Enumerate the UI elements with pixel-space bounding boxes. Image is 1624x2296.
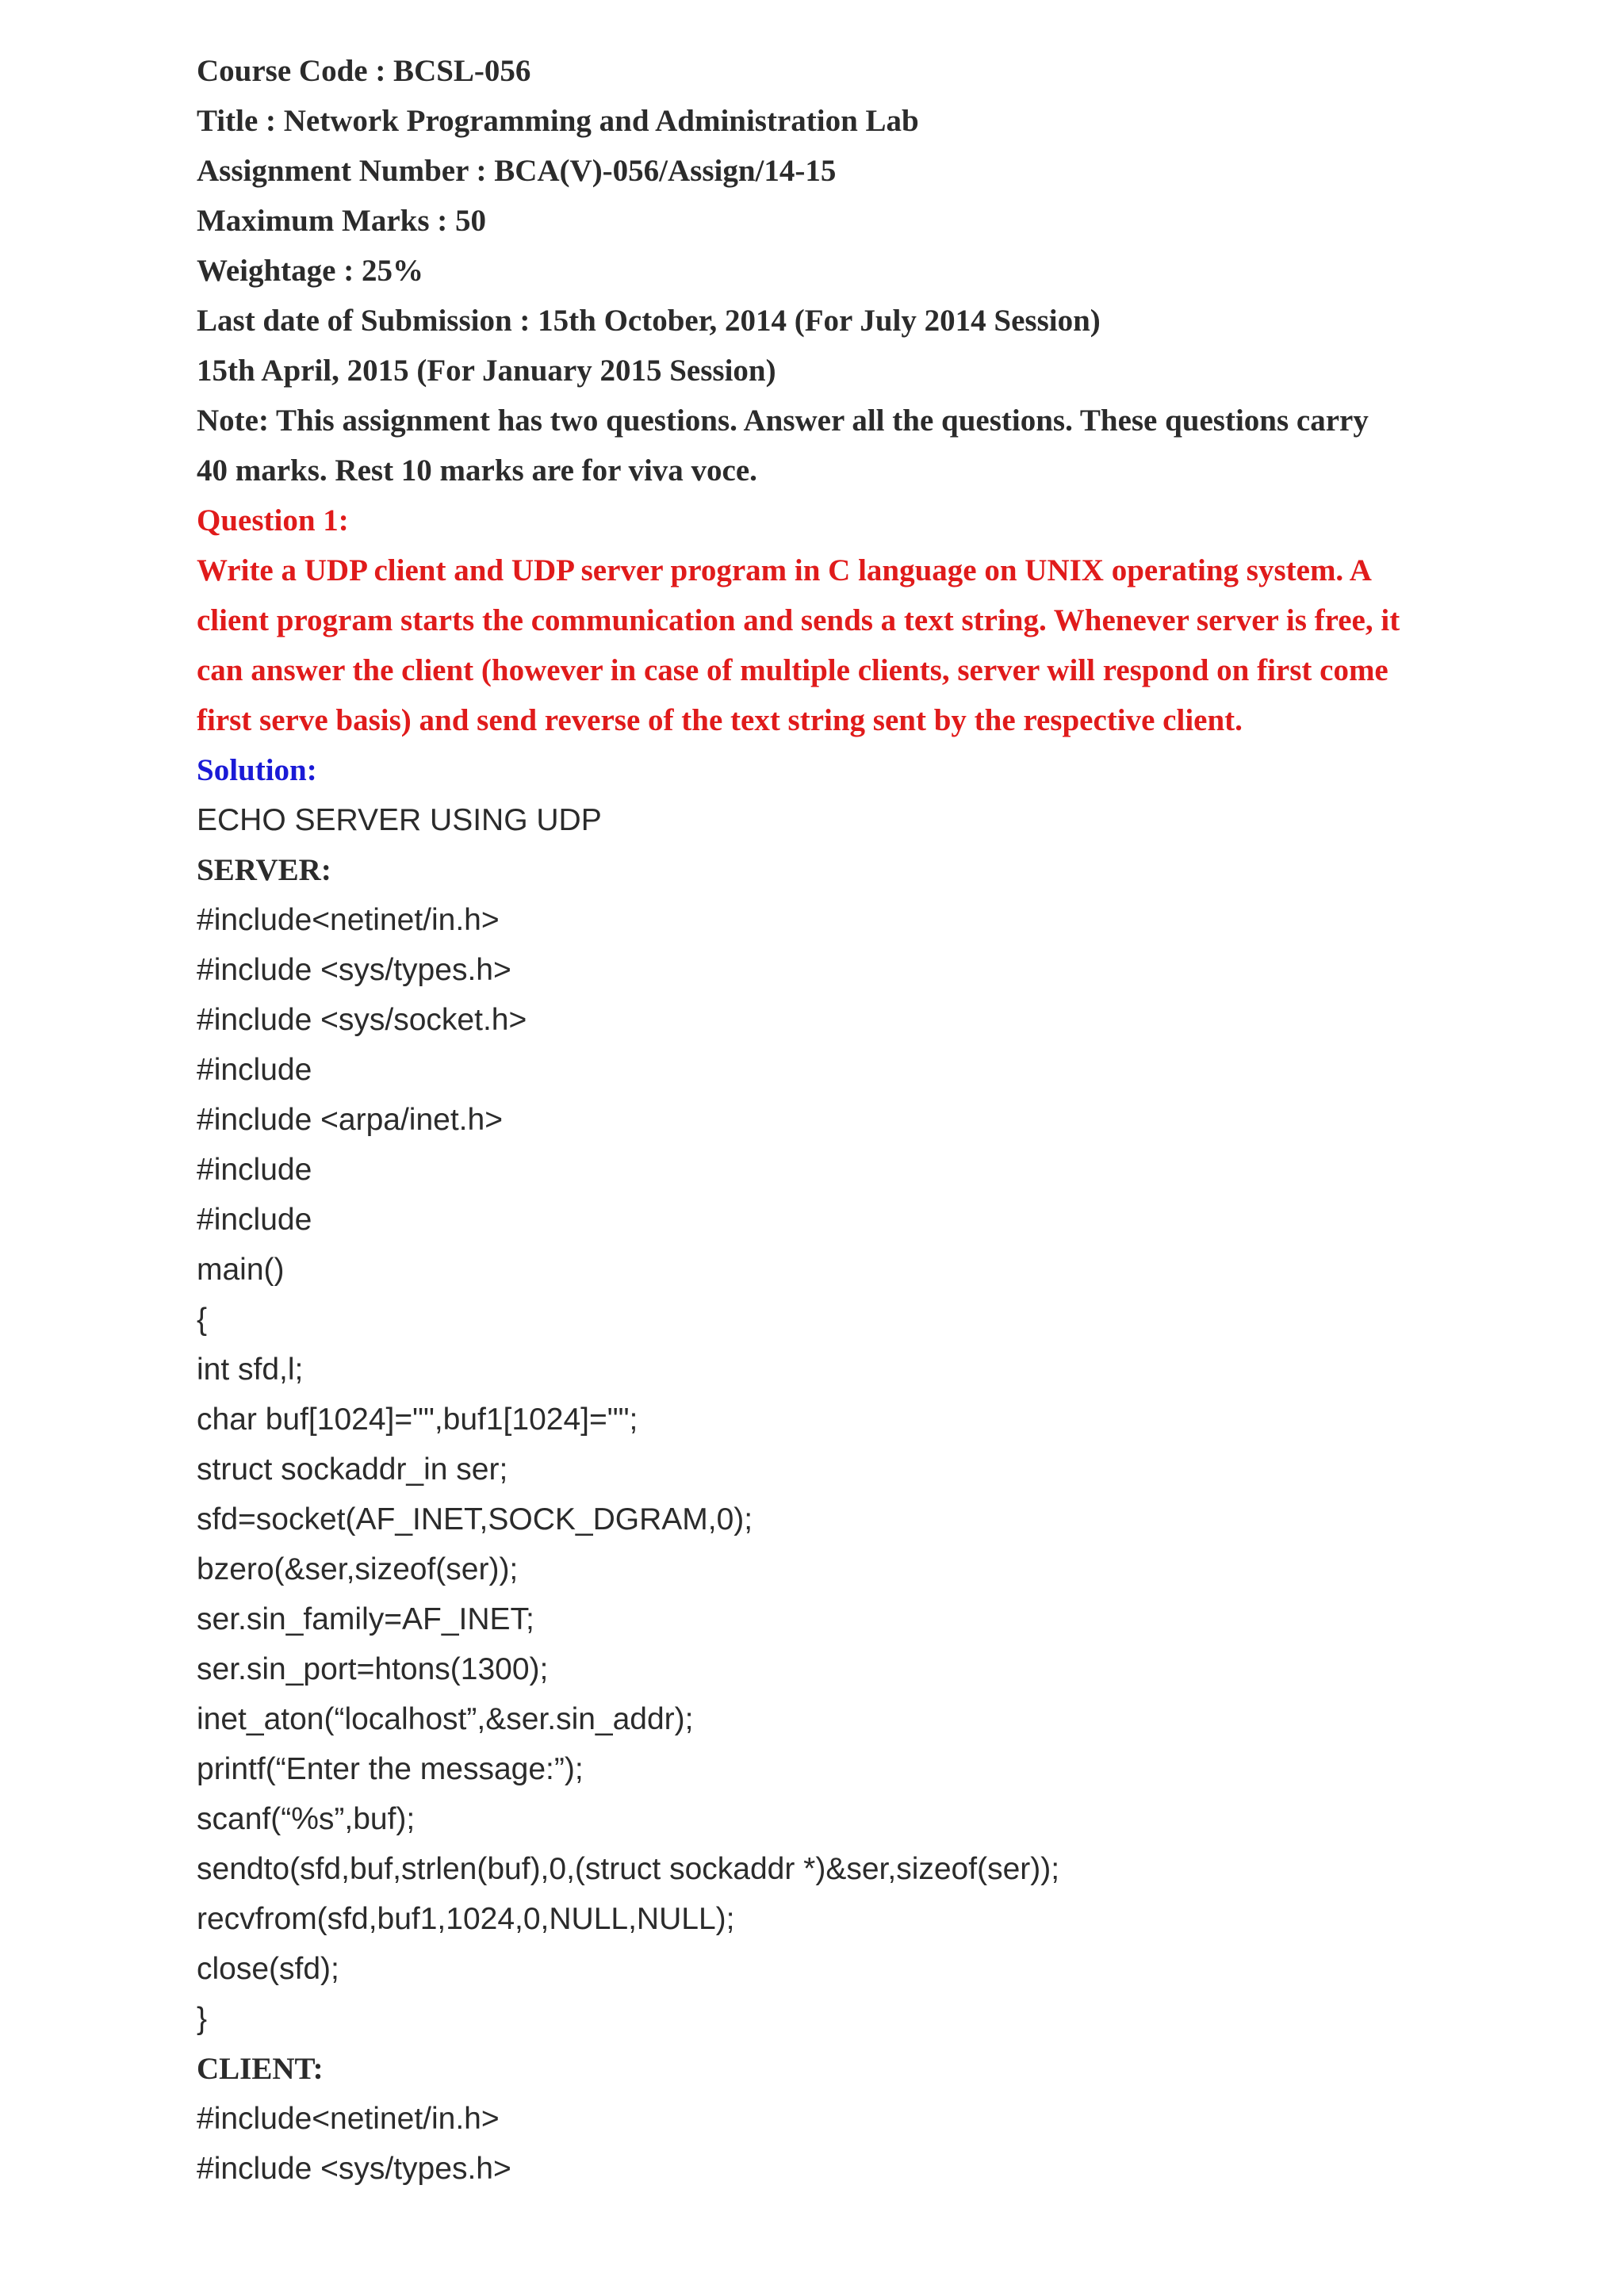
code-line: { [197,1303,208,1337]
code-line: } [197,2002,208,2036]
client-heading: CLIENT: [197,2052,324,2086]
code-line: bzero(&ser,sizeof(ser)); [197,1552,519,1586]
note-line: Note: This assignment has two questions. Answer all the questions. These questions carry [197,404,1369,438]
code-line: #include <sys/socket.h> [197,1003,527,1037]
maximum-marks: Maximum Marks : 50 [197,204,487,238]
code-line: #include <arpa/inet.h> [197,1103,503,1137]
code-line: #include<netinet/in.h> [197,903,500,937]
server-heading: SERVER: [197,853,331,887]
code-line: struct sockaddr_in ser; [197,1452,508,1487]
solution-subtitle: ECHO SERVER USING UDP [197,803,602,837]
question-text-line: first serve basis) and send reverse of the text string sent by the respective client. [197,703,1243,737]
code-line: #include<netinet/in.h> [197,2102,500,2136]
course-title: Title : Network Programming and Administration Lab [197,104,919,138]
code-line: #include [197,1053,312,1087]
code-line: close(sfd); [197,1952,339,1986]
code-line: main() [197,1253,285,1287]
code-line: scanf(“%s”,buf); [197,1802,416,1836]
code-line: sfd=socket(AF_INET,SOCK_DGRAM,0); [197,1502,753,1536]
question-heading: Question 1: [197,503,349,538]
code-line: char buf[1024]="",buf1[1024]=""; [197,1402,638,1437]
question-text-line: Write a UDP client and UDP server program in C language on UNIX operating system. A [197,553,1372,587]
code-line: #include [197,1153,312,1187]
assignment-number: Assignment Number : BCA(V)-056/Assign/14-15 [197,154,837,188]
question-text-line: client program starts the communication and sends a text string. Whenever server is free, it [197,603,1400,637]
code-line: #include <sys/types.h> [197,2152,511,2186]
code-line: printf(“Enter the message:”); [197,1752,584,1786]
submission-date-july: Last date of Submission : 15th October, 2014 (For July 2014 Session) [197,304,1101,338]
code-line: #include <sys/types.h> [197,953,511,987]
course-code: Course Code : BCSL-056 [197,54,531,88]
code-line: sendto(sfd,buf,strlen(buf),0,(struct sockaddr *)&ser,sizeof(ser)); [197,1852,1060,1886]
note-line: 40 marks. Rest 10 marks are for viva voce. [197,453,757,488]
code-line: inet_aton(“localhost”,&ser.sin_addr); [197,1702,694,1736]
document-content [197,46,1465,2194]
code-line: ser.sin_port=htons(1300); [197,1652,549,1686]
weightage: Weightage : 25% [197,254,423,288]
solution-heading: Solution: [197,753,317,787]
submission-date-january: 15th April, 2015 (For January 2015 Session) [197,354,776,388]
code-line: recvfrom(sfd,buf1,1024,0,NULL,NULL); [197,1902,735,1936]
question-text-line: can answer the client (however in case of multiple clients, server will respond on first come [197,653,1388,687]
code-line: int sfd,l; [197,1353,304,1387]
code-line: ser.sin_family=AF_INET; [197,1602,534,1636]
code-line: #include [197,1203,312,1237]
